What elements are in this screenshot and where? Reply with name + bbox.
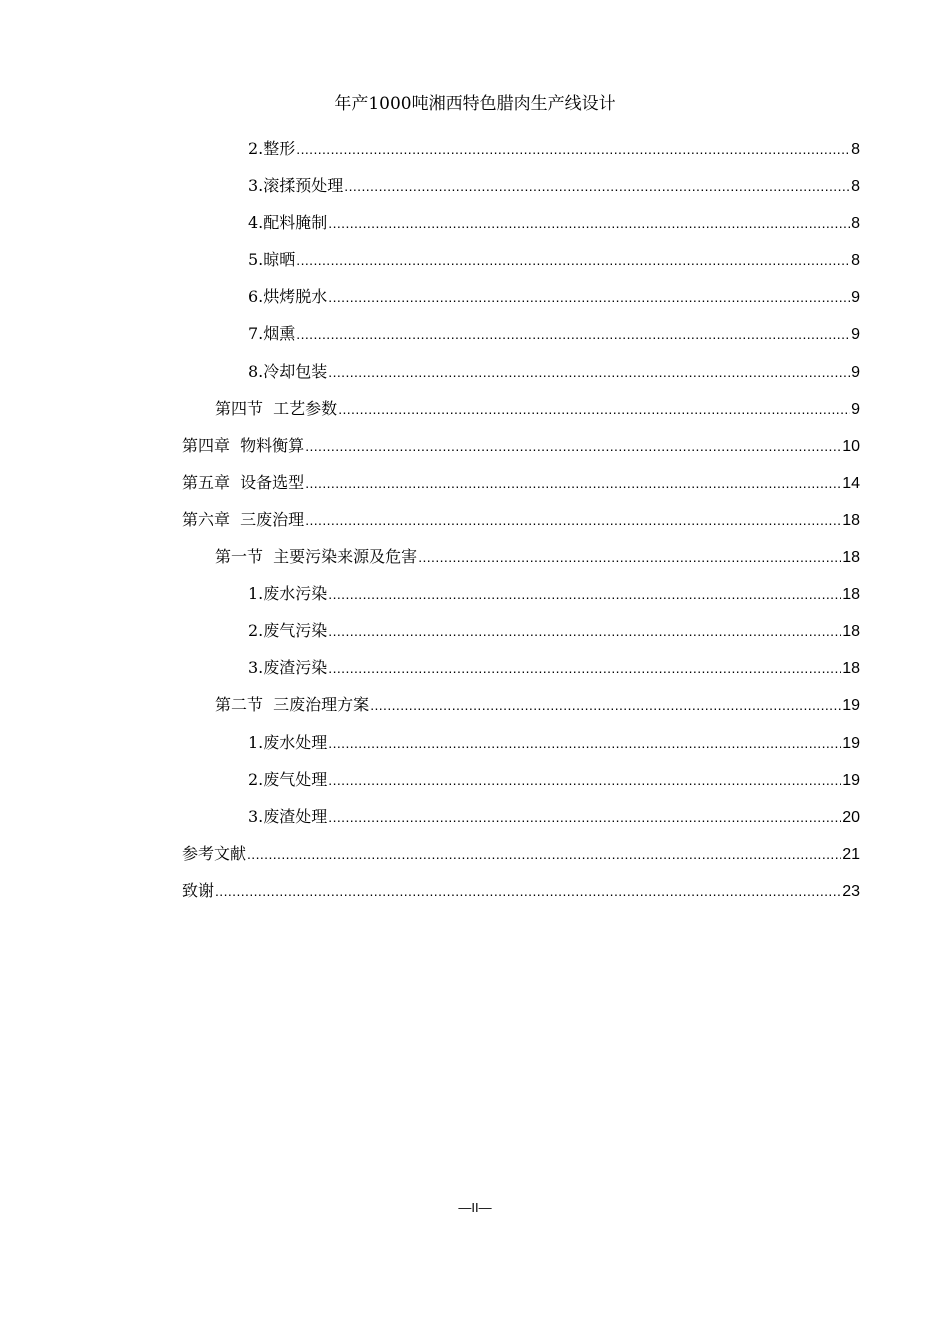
toc-leader-dots xyxy=(328,359,850,385)
toc-entry[interactable] xyxy=(182,136,860,173)
toc-entry-label: 第六章 三废治理 xyxy=(182,509,305,529)
toc-entry[interactable] xyxy=(182,655,860,692)
toc-entry-label: 2.整形 xyxy=(248,139,296,158)
toc-entry[interactable] xyxy=(182,433,860,470)
toc-leader-dots xyxy=(328,210,850,236)
toc-entry[interactable] xyxy=(182,878,860,915)
toc-leader-dots xyxy=(328,730,841,756)
toc-leader-dots xyxy=(296,136,850,162)
toc-entry-page: 23 xyxy=(842,882,860,900)
toc-leader-dots xyxy=(344,173,850,199)
toc-leader-dots xyxy=(215,878,841,904)
toc-leader-dots xyxy=(328,284,850,310)
toc-entry-label: 2.废气处理 xyxy=(248,769,328,789)
toc-entry-page: 8 xyxy=(851,178,860,196)
toc-entry-page: 8 xyxy=(851,215,860,233)
toc-entry-label: 第二节 三废治理方案 xyxy=(215,695,370,715)
toc-entry-page: 9 xyxy=(851,289,860,307)
toc-leader-dots xyxy=(305,470,841,496)
toc-entry[interactable] xyxy=(182,804,860,841)
toc-entry-page: 20 xyxy=(842,808,860,826)
toc-entry-page: 18 xyxy=(842,660,860,678)
toc-leader-dots xyxy=(305,433,841,459)
toc-entry-label: 4.配料腌制 xyxy=(248,213,328,233)
toc-entry[interactable] xyxy=(182,173,860,210)
toc-entry-page: 9 xyxy=(851,326,860,344)
toc-entry-label: 3.废渣污染 xyxy=(248,658,328,678)
toc-entry[interactable] xyxy=(182,247,860,284)
toc-entry-page: 9 xyxy=(851,363,860,381)
toc-entry-label: 7.烟熏 xyxy=(248,324,296,344)
toc-entry-label: 8.冷却包装 xyxy=(248,361,328,381)
toc-leader-dots xyxy=(328,804,841,830)
toc-entry-page: 8 xyxy=(851,252,860,270)
toc-entry-label: 1.废水处理 xyxy=(248,732,328,752)
toc-entry[interactable] xyxy=(182,767,860,804)
toc-entry-page: 14 xyxy=(842,474,860,492)
toc-leader-dots xyxy=(328,655,841,681)
toc-entry[interactable] xyxy=(182,692,860,729)
toc-leader-dots xyxy=(328,767,841,793)
table-of-contents xyxy=(182,136,860,915)
toc-entry-label: 参考文献 xyxy=(182,843,247,863)
toc-entry[interactable] xyxy=(182,470,860,507)
toc-entry[interactable] xyxy=(182,284,860,321)
toc-leader-dots xyxy=(247,841,841,867)
toc-entry-label: 3.滚揉预处理 xyxy=(248,176,344,196)
toc-leader-dots xyxy=(296,321,850,347)
toc-entry-label: 3.废渣处理 xyxy=(248,806,328,826)
toc-entry-page: 8 xyxy=(851,141,860,158)
toc-leader-dots xyxy=(338,396,850,422)
toc-entry-page: 10 xyxy=(842,437,860,455)
toc-entry-label: 1.废水污染 xyxy=(248,584,328,604)
toc-entry-page: 21 xyxy=(842,845,860,863)
toc-leader-dots xyxy=(305,507,841,533)
toc-entry[interactable] xyxy=(182,396,860,433)
toc-entry-label: 第四节 工艺参数 xyxy=(215,398,338,418)
toc-entry[interactable] xyxy=(182,210,860,247)
toc-entry-label: 致谢 xyxy=(182,880,215,900)
toc-entry-page: 18 xyxy=(842,549,860,567)
toc-leader-dots xyxy=(328,618,841,644)
toc-entry[interactable] xyxy=(182,544,860,581)
toc-entry-page: 18 xyxy=(842,623,860,641)
toc-entry-page: 19 xyxy=(842,734,860,752)
toc-entry-label: 第四章 物料衡算 xyxy=(182,435,305,455)
toc-entry-label: 2.废气污染 xyxy=(248,621,328,641)
toc-leader-dots xyxy=(296,247,850,273)
page-number: —II— xyxy=(458,1200,492,1215)
toc-leader-dots xyxy=(328,581,841,607)
toc-entry-page: 19 xyxy=(842,697,860,715)
toc-leader-dots xyxy=(370,692,841,718)
toc-entry[interactable] xyxy=(182,359,860,396)
toc-entry[interactable] xyxy=(182,618,860,655)
toc-entry-page: 18 xyxy=(842,511,860,529)
toc-entry[interactable] xyxy=(182,507,860,544)
toc-entry-page: 18 xyxy=(842,586,860,604)
toc-entry-page: 19 xyxy=(842,771,860,789)
toc-entry[interactable] xyxy=(182,321,860,358)
toc-entry[interactable] xyxy=(182,841,860,878)
page-header-title: 年产1000吨湘西特色腊肉生产线设计 xyxy=(334,94,616,114)
toc-entry-page: 9 xyxy=(851,400,860,418)
toc-entry-label: 6.烘烤脱水 xyxy=(248,287,328,307)
toc-entry-label: 第五章 设备选型 xyxy=(182,472,305,492)
toc-entry-label: 第一节 主要污染来源及危害 xyxy=(215,547,418,567)
toc-entry[interactable] xyxy=(182,730,860,767)
toc-leader-dots xyxy=(418,544,841,570)
toc-entry[interactable] xyxy=(182,581,860,618)
toc-entry-label: 5.晾晒 xyxy=(248,250,296,270)
